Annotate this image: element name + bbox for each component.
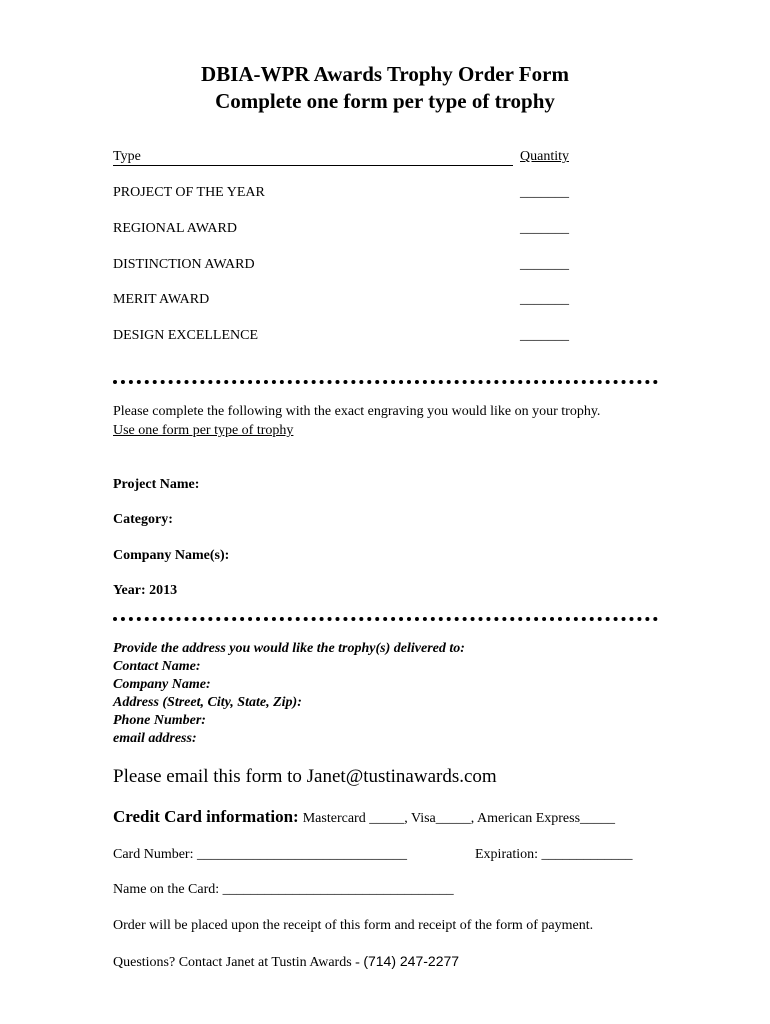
email-instruction: Please email this form to Janet@tustinawards.com [113,766,497,787]
quantity-field-distinction-award[interactable]: _______ [520,257,569,272]
row-type-merit-award: MERIT AWARD [113,292,210,307]
company-name-label: Company Name: [113,677,211,692]
dotted-divider [113,617,658,621]
address-label: Address (Street, City, State, Zip): [113,695,302,710]
row-type-distinction-award: DISTINCTION AWARD [113,257,255,272]
year-label: Year: 2013 [113,583,178,598]
type-column-header [113,148,513,166]
quantity-field-regional-award[interactable]: _______ [520,221,569,236]
order-note: Order will be placed upon the receipt of this form and receipt of the form of payment. [113,918,594,933]
quantity-column-header: Quantity [520,149,569,164]
row-type-design-excellence: DESIGN EXCELLENCE [113,328,259,343]
quantity-field-merit-award[interactable]: _______ [520,292,569,307]
type-header-label: Type [113,149,141,164]
card-number-field[interactable]: Card Number: ______________________________ [113,847,407,862]
phone-number-label: Phone Number: [113,713,206,728]
quantity-field-design-excellence[interactable]: _______ [520,328,569,343]
credit-card-label: Credit Card information: [113,807,299,826]
email-address-label: email address: [113,731,197,746]
credit-card-line [113,807,615,827]
company-names-label: Company Name(s): [113,548,230,563]
row-type-regional-award: REGIONAL AWARD [113,221,237,236]
form-subtitle: Complete one form per type of trophy [215,89,555,113]
delivery-heading: Provide the address you would like the trophy(s) delivered to: [113,641,465,656]
dotted-divider [113,380,658,384]
card-type-options[interactable]: Mastercard _____, Visa_____, American Express_____ [302,811,616,826]
quantity-field-project-of-the-year[interactable]: _______ [520,185,569,200]
row-type-project-of-the-year: PROJECT OF THE YEAR [113,185,265,200]
engraving-instruction-note: Use one form per type of trophy [113,423,294,438]
contact-phone: (714) 247-2277 [363,953,460,969]
contact-name-label: Contact Name: [113,659,201,674]
engraving-instruction: Please complete the following with the exact engraving you would like on your trophy. [113,404,601,419]
name-on-card-field[interactable]: Name on the Card: _________________________________ [113,882,454,897]
form-title: DBIA-WPR Awards Trophy Order Form [201,62,569,86]
category-label: Category: [113,512,173,527]
questions-text: Questions? Contact Janet at Tustin Awards - [113,955,364,970]
expiration-field[interactable]: Expiration: _____________ [475,847,633,862]
project-name-label: Project Name: [113,477,200,492]
questions-line [113,953,459,971]
